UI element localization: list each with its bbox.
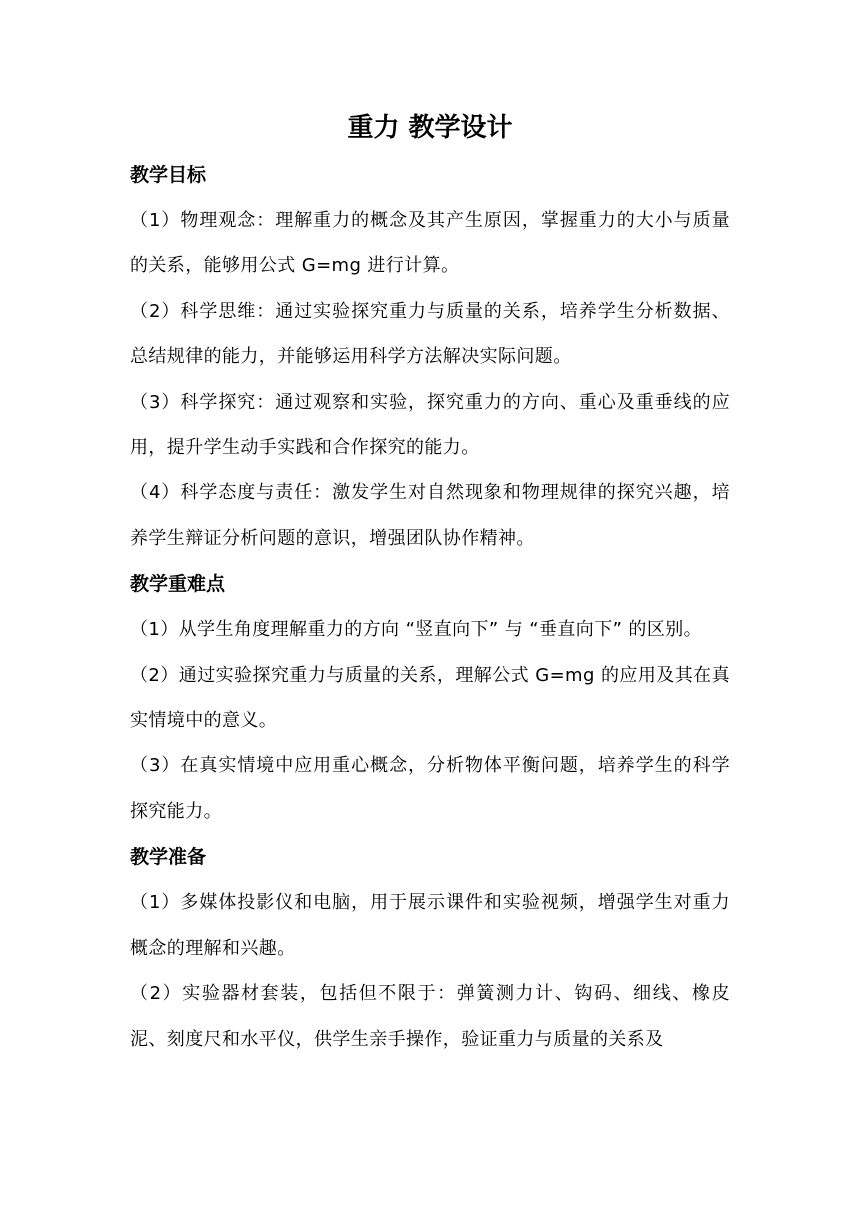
paragraph: （1）物理观念：理解重力的概念及其产生原因，掌握重力的大小与质量的关系，能够用公式 G=mg 进行计算。 <box>130 210 730 277</box>
paragraph: （2）实验器材套装，包括但不限于：弹簧测力计、钩码、细线、橡皮泥、刻度尺和水平仪，供学生亲手操作，验证重力与质量的关系及 <box>130 983 730 1050</box>
paragraph: （4）科学态度与责任：激发学生对自然现象和物理规律的探究兴趣，培养学生辩证分析问题的意识，增强团队协作精神。 <box>130 482 730 549</box>
paragraph: （1）从学生角度理解重力的方向 “竖直向下” 与 “垂直向下” 的区别。 <box>130 619 703 641</box>
section-heading-objectives: 教学目标 <box>130 164 207 186</box>
section-heading-key-points: 教学重难点 <box>130 573 226 596</box>
section-heading-preparation: 教学准备 <box>130 846 207 869</box>
paragraph: （3）在真实情境中应用重心概念，分析物体平衡问题，培养学生的科学探究能力。 <box>130 755 730 822</box>
paragraph: （2）科学思维：通过实验探究重力与质量的关系，培养学生分析数据、总结规律的能力，并能够运用科学方法解决实际问题。 <box>130 300 730 368</box>
paragraph: （1）多媒体投影仪和电脑，用于展示课件和实验视频，增强学生对重力概念的理解和兴趣。 <box>130 892 730 959</box>
document-body <box>130 152 730 1062</box>
paragraph: （3）科学探究：通过观察和实验，探究重力的方向、重心及重垂线的应用，提升学生动手实践和合作探究的能力。 <box>130 391 730 459</box>
document-title: 重力 教学设计 <box>347 113 513 143</box>
paragraph: （2）通过实验探究重力与质量的关系，理解公式 G=mg 的应用及其在真实情境中的意义。 <box>130 664 730 732</box>
